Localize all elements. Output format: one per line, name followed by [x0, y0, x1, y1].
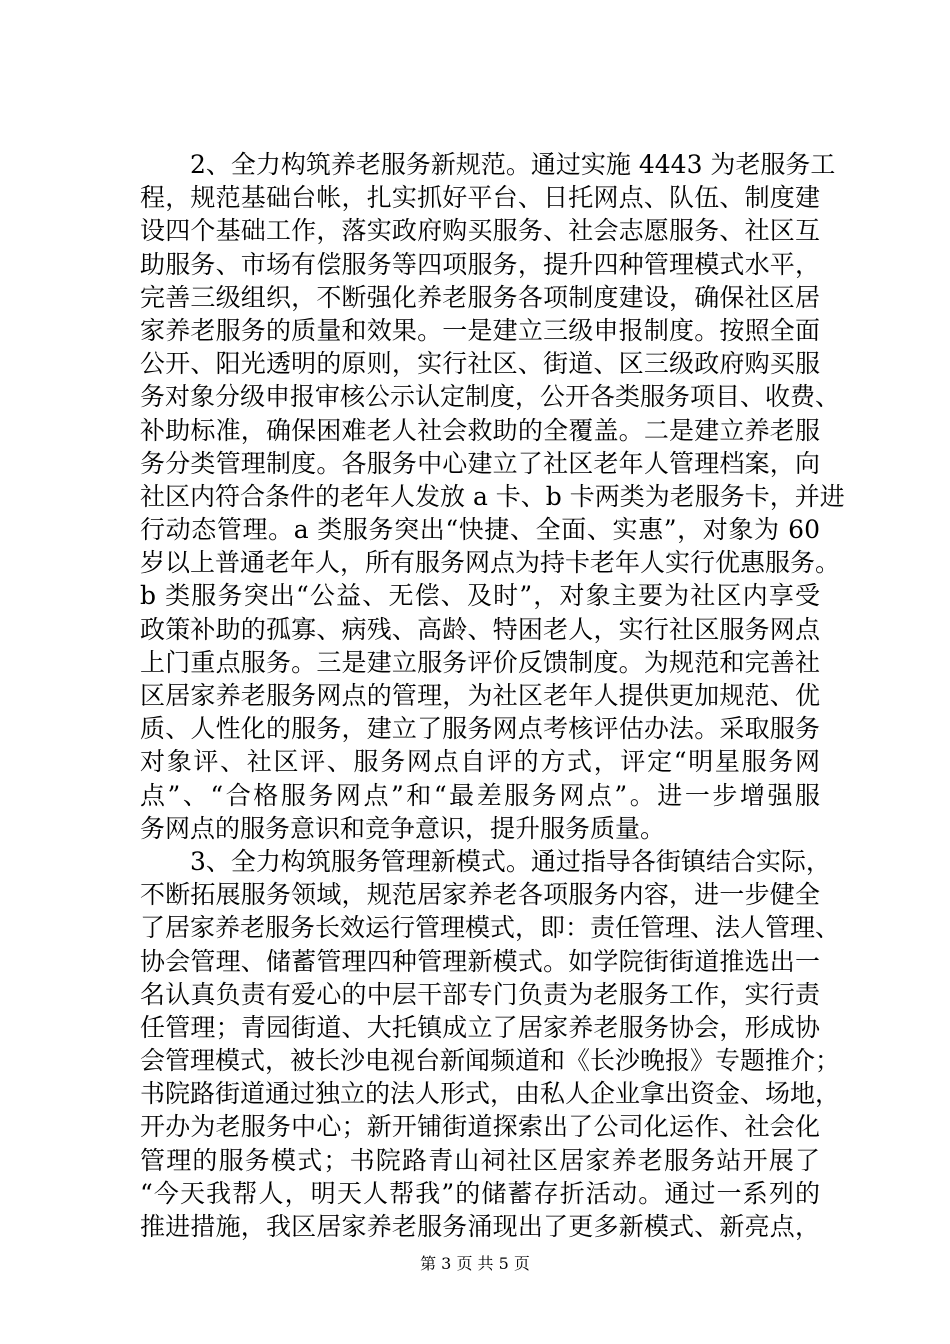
page-number-footer: 第 3 页 共 5 页 [420, 1254, 530, 1273]
text-line: 程，规范基础台帐，扎实抓好平台、日托网点、队伍、制度建 [140, 183, 820, 213]
text-line: 推进措施，我区居家养老服务涌现出了更多新模式、新亮点， [140, 1212, 820, 1241]
text-line: 名认真负责有爱心的中层干部专门负责为老服务工作，实行责 [140, 979, 820, 1009]
text-line: 务网点的服务意识和竞争意识，提升服务质量。 [140, 813, 666, 843]
text-line: 任管理；青园街道、大托镇成立了居家养老服务协会，形成协 [140, 1012, 820, 1042]
text-line: 务分类管理制度。各服务中心建立了社区老年人管理档案，向 [140, 448, 820, 478]
text-line: 点”、“合格服务网点”和“最差服务网点”。进一步增强服 [140, 780, 820, 810]
text-line: 家养老服务的质量和效果。一是建立三级申报制度。按照全面 [140, 315, 820, 345]
text-line: 不断拓展服务领域，规范居家养老各项服务内容，进一步健全 [140, 880, 820, 910]
text-line: 会管理模式，被长沙电视台新闻频道和《长沙晚报》专题推介； [140, 1046, 841, 1076]
text-line: 公开、阳光透明的原则，实行社区、街道、区三级政府购买服 [140, 349, 820, 379]
text-line: “今天我帮人，明天人帮我”的储蓄存折活动。通过一系列的 [140, 1178, 820, 1208]
text-line: 助服务、市场有偿服务等四项服务，提升四种管理模式水平， [140, 249, 820, 279]
text-line: 上门重点服务。三是建立服务评价反馈制度。为规范和完善社 [140, 647, 820, 677]
text-line: 开办为老服务中心；新开铺街道探索出了公司化运作、社会化 [140, 1112, 820, 1142]
text-line: 书院路街道通过独立的法人形式，由私人企业拿出资金、场地， [140, 1079, 841, 1109]
text-line: b 类服务突出“公益、无偿、及时”，对象主要为社区内享受 [140, 581, 820, 611]
text-line: 政策补助的孤寡、病残、高龄、特困老人，实行社区服务网点 [140, 614, 820, 644]
text-line: 对象评、社区评、服务网点自评的方式，评定“明星服务网 [140, 747, 820, 777]
text-line: 务对象分级申报审核公示认定制度，公开各类服务项目、收费、 [140, 382, 841, 412]
text-line: 完善三级组织，不断强化养老服务各项制度建设，确保社区居 [140, 282, 820, 312]
text-line: 2、全力构筑养老服务新规范。通过实施 4443 为老服务工 [190, 150, 836, 179]
text-line: 了居家养老服务长效运行管理模式，即：责任管理、法人管理、 [140, 913, 841, 943]
text-line: 质、人性化的服务，建立了服务网点考核评估办法。采取服务 [140, 714, 820, 744]
body-text [140, 148, 845, 1243]
text-line: 3、全力构筑服务管理新模式。通过指导各街镇结合实际， [190, 846, 831, 876]
text-line: 管理的服务模式；书院路青山祠社区居家养老服务站开展了 [140, 1145, 820, 1175]
text-line: 设四个基础工作，落实政府购买服务、社会志愿服务、社区互 [140, 216, 820, 246]
text-line: 社区内符合条件的老年人发放 a 卡、b 卡两类为老服务卡，并进 [140, 481, 845, 511]
text-line: 补助标准，确保困难老人社会救助的全覆盖。二是建立养老服 [140, 415, 820, 445]
text-line: 岁以上普通老年人，所有服务网点为持卡老年人实行优惠服务。 [140, 548, 841, 578]
text-line: 区居家养老服务网点的管理，为社区老年人提供更加规范、优 [140, 681, 820, 710]
text-line: 协会管理、储蓄管理四种管理新模式。如学院街街道推选出一 [140, 946, 820, 976]
text-line: 行动态管理。a 类服务突出“快捷、全面、实惠”，对象为 60 [140, 515, 820, 545]
